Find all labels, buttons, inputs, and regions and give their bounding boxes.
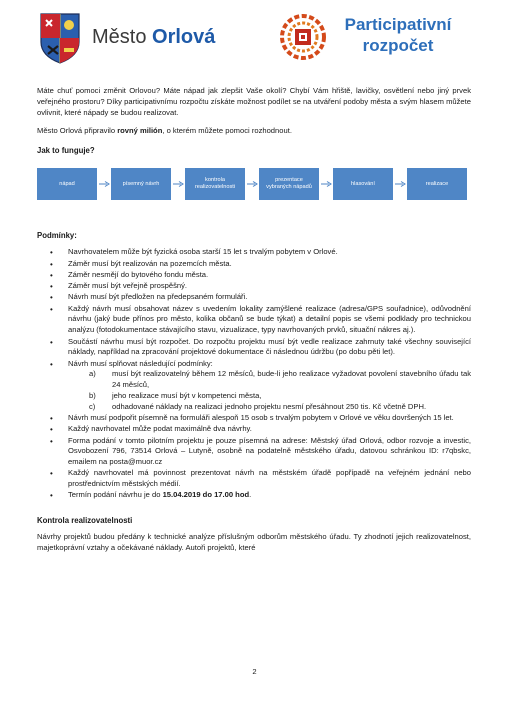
- deadline-text-post: .: [249, 490, 252, 500]
- intro-paragraph: Máte chuť pomoci změnit Orlovou? Máte nápad jak zlepšit Vaše okolí? Chybí Vám hřiště, lavičky, osvětlení nebo jiný prvek veřejného prostoru? Díky participativnímu rozpočtu získáte možnost podílet se na utváření podoby města a svým hlasem můžete ovlivnit, které nápady se budou realizovat.: [37, 86, 471, 117]
- city-name-logo: [92, 26, 215, 48]
- condition-item: • Záměr musí být realizován na pozemcích města.: [37, 259, 471, 270]
- subcondition-marker: b): [89, 390, 96, 400]
- condition-item: • Každý navrhovatel může podat maximálně dva návrhy.: [37, 424, 471, 435]
- flow-arrow-icon: [173, 181, 184, 187]
- pr-title-line1: Participativní: [344, 15, 452, 34]
- condition-item: • Návrh musí být předložen na předepsaném formuláři.: [37, 292, 471, 303]
- participatory-budget-logo-icon: [280, 14, 326, 60]
- flow-arrow-icon: [247, 181, 258, 187]
- flow-arrow-icon: [99, 181, 110, 187]
- page-number: 2: [252, 667, 257, 676]
- condition-item: • Každý návrh musí obsahovat název s uvedením lokality zamýšlené realizace (adresa/GPS souřadnice), odůvodnění návrhu (jaký bude přínos pro město, kolika občanů se bude týkat) a detailní popis se všemi podklady pro technickou analýzu (fotodokumentace stávajícího stavu, vizualizace, typy navrhovaných prvků, situační nákres aj.).: [37, 304, 471, 336]
- subcondition-text: musí být realizovatelný během 12 měsíců, bude-li jeho realizace vyžadovat povolení stavebního úřadu tak 24 měsíců,: [112, 369, 471, 390]
- condition-item: • Záměr nesmějí do bytového fondu města.: [37, 270, 471, 281]
- deadline-date: 15.04.2019 do 17.00 hod: [162, 490, 250, 500]
- subcondition-item: [68, 402, 471, 413]
- condition-item-with-subconditions: [37, 359, 471, 413]
- pr-title-line2: rozpočet: [362, 36, 434, 55]
- flow-arrow-icon: [321, 181, 332, 187]
- participatory-budget-title: [328, 14, 468, 56]
- subcondition-text: jeho realizace musí být v kompetenci města,: [112, 390, 262, 400]
- document-body: [37, 86, 471, 562]
- budget-text-pre: Město Orlová připravilo: [37, 126, 118, 136]
- subconditions-list: [68, 369, 471, 412]
- condition-item: • Každý navrhovatel má povinnost prezentovat návrh na městském úřadě popřípadě na veřejném jednání nebo prostřednictvím městských médií.: [37, 468, 471, 490]
- budget-amount: rovný milión: [117, 126, 163, 136]
- process-flow-diagram: [37, 162, 471, 214]
- subcondition-item: [68, 369, 471, 391]
- budget-text-post: , o kterém můžete pomoci rozhodnout.: [162, 126, 292, 136]
- subcondition-item: [68, 391, 471, 402]
- page-header: [0, 0, 509, 72]
- subcondition-text: odhadované náklady na realizaci jednoho projektu nesmí přesáhnout 250 tis. Kč včetně DPH.: [112, 401, 427, 411]
- flow-step-realization: realizace: [407, 168, 467, 200]
- budget-paragraph: [37, 126, 471, 137]
- feasibility-heading: Kontrola realizovatelnosti: [37, 516, 133, 526]
- condition-item-text: Návrh musí splňovat následující podmínky:: [68, 358, 213, 368]
- flow-step-feasibility-check: kontrola realizovatelnosti: [185, 168, 245, 200]
- city-name-word2: Orlová: [152, 26, 216, 48]
- condition-item: • Forma podání v tomto pilotním projektu je pouze písemná na adrese: Městský úřad Orlová, odbor rozvoje a investic, Osvobození 796, 73514 Orlová – Lutyně, osobně na podatelně městského úřadu, datovou schránkou ID: r7qbskc, emailem na posta@muor.cz: [37, 436, 471, 468]
- how-it-works-heading: Jak to funguje?: [37, 146, 95, 156]
- deadline-text-pre: Termín podání návrhu je do: [68, 490, 163, 500]
- condition-item: • Návrh musí podpořit písemně na formuláři alespoň 15 osob s trvalým pobytem v Orlové ve věku dovršených 15 let.: [37, 413, 471, 424]
- condition-item: • Součástí návrhu musí být rozpočet. Do rozpočtu projektu musí být vedle realizace zahrnuty také všechny související náklady, například na zpracování projektové dokumentace či následnou údržbu (po dobu pěti let).: [37, 337, 471, 359]
- condition-item: • Navrhovatelem může být fyzická osoba starší 15 let s trvalým pobytem v Orlové.: [37, 247, 471, 258]
- conditions-heading: Podmínky:: [37, 231, 77, 241]
- flow-step-presentation: prezentace vybraných nápadů: [259, 168, 319, 200]
- subcondition-marker: c): [89, 401, 96, 411]
- condition-item: • Záměr musí být veřejně prospěšný.: [37, 281, 471, 292]
- flow-step-written-proposal: písemný návrh: [111, 168, 171, 200]
- city-coat-of-arms-icon: [38, 12, 82, 64]
- flow-step-voting: hlasování: [333, 168, 393, 200]
- flow-step-idea: nápad: [37, 168, 97, 200]
- flow-arrow-icon: [395, 181, 406, 187]
- condition-item-deadline: [37, 490, 471, 501]
- conditions-list: [37, 247, 471, 501]
- feasibility-paragraph: Návrhy projektů budou předány k technické analýze příslušným odborům městského úřadu. Ty zhodnotí jejich realizovatelnost, majetkoprávní vztahy a očekávané náklady. Autoři projektů, které: [37, 532, 471, 553]
- city-name-word1: Město: [92, 26, 147, 48]
- subcondition-marker: a): [89, 369, 96, 379]
